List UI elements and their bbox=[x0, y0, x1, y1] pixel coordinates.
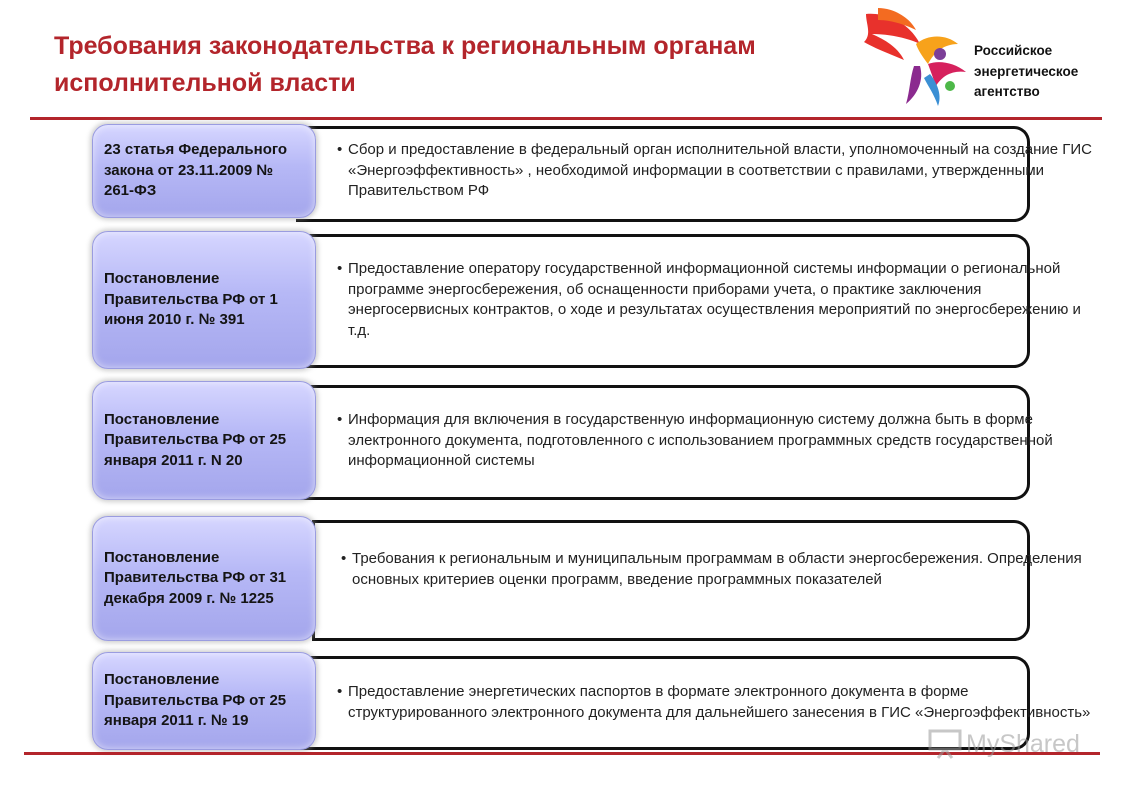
law-label: Постановление Правительства РФ от 31 декабря 2009 г. № 1225 bbox=[92, 516, 316, 641]
organization-name: Российское энергетическое агентство bbox=[974, 43, 1079, 99]
requirement-text: • Предоставление оператору государственной информационной системы информации о региональной программе энергосбережения, об оснащенности приборами учета, о практике заключения энергосервисных контрактов, о ходе и результатах осуществления мероприятий по энергосбережению и т.д. bbox=[337, 260, 1081, 339]
law-label: Постановление Правительства РФ от 25 января 2011 г. N 20 bbox=[92, 381, 316, 500]
requirement-row bbox=[0, 520, 1122, 641]
law-label: Постановление Правительства РФ от 25 января 2011 г. № 19 bbox=[92, 652, 316, 750]
requirement-text: • Требования к региональным и муниципальным программам в области энергосбережения. Определения основных критериев оценки программ, введение программных показателей bbox=[341, 550, 1082, 588]
requirement-row bbox=[0, 126, 1122, 222]
presentation-icon bbox=[928, 729, 962, 759]
watermark: MyShared bbox=[928, 724, 1080, 764]
law-label: Постановление Правительства РФ от 1 июня 2010 г. № 391 bbox=[92, 231, 316, 369]
law-label: 23 статья Федерального закона от 23.11.2009 № 261-ФЗ bbox=[92, 124, 316, 218]
requirement-row bbox=[0, 385, 1122, 500]
requirement-text: • Предоставление энергетических паспортов в формате электронного документа в форме структурированного электронного документа для дальнейшего занесения в ГИС «Энергоэффективность» bbox=[337, 683, 1091, 721]
energy-agency-logo bbox=[858, 4, 978, 108]
header-divider bbox=[30, 117, 1102, 120]
page-title: Требования законодательства к региональным органам исполнительной власти bbox=[54, 32, 756, 97]
requirement-text: • Информация для включения в государственную информационную систему должна быть в форме электронного документа, подготовленного с использованием программных средств государственной информационной системы bbox=[337, 411, 1053, 469]
requirement-text: • Сбор и предоставление в федеральный орган исполнительной власти, уполномоченный на создание ГИС «Энергоэффективность» , необходимой информации в соответствии с правилами, утвержденными Правительством РФ bbox=[337, 141, 1092, 199]
requirement-row bbox=[0, 234, 1122, 368]
